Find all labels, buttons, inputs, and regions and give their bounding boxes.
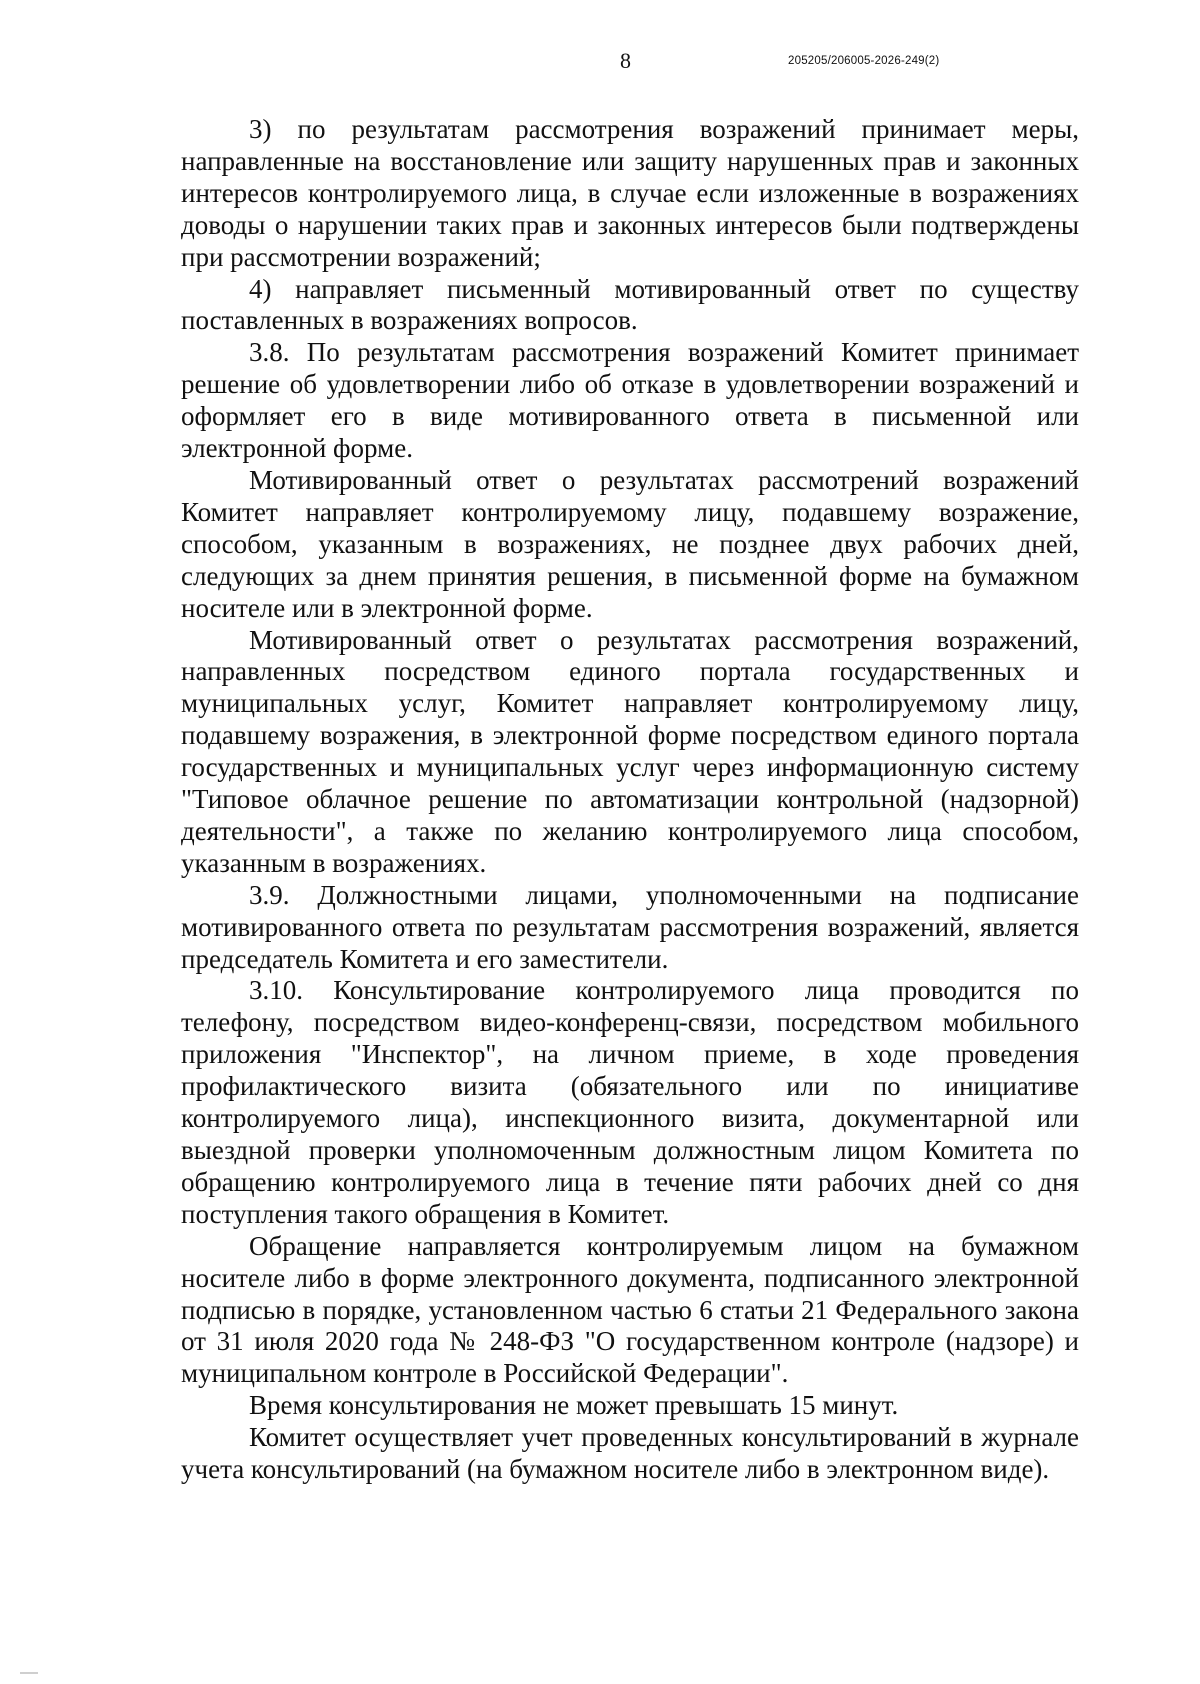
paragraph-motivated-answer: Мотивированный ответ о результатах рассмотрений возражений Комитет направляет контролируемому лицу, подавшему возражение, способом, указанным в возражениях, не позднее двух рабочих дней, следующих за днем принятия решения, в письменной форме на бумажном носителе или в электронной форме. (181, 464, 1079, 623)
paragraph-item-3: 3) по результатам рассмотрения возражений принимает меры, направленные на восстановление или защиту нарушенных прав и законных интересов контролируемого лица, в случае если изложенные в возражениях доводы о нарушении таких прав и законных интересов были подтверждены при рассмотрении возражений; (181, 114, 1079, 272)
paragraph-motivated-answer-portal: Мотивированный ответ о результатах рассмотрения возражений, направленных посредством единого портала государственных и муниципальных услуг, Комитет направляет контролируемому лицу, подавшему возражения, в электронной форме посредством единого портала государственных и муниципальных услуг через информационную систему "Типовое облачное решение по автоматизации контрольной (надзорной) деятельности", а также по желанию контролируемого лица способом, указанным в возражениях. (181, 624, 1079, 878)
document-body (181, 114, 1079, 1486)
paragraph-3-8: 3.8. По результатам рассмотрения возражений Комитет принимает решение об удовлетворении либо об отказе в удовлетворении возражений и оформляет его в виде мотивированного ответа в письменной или электронной форме. (181, 337, 1079, 464)
paragraph-3-9: 3.9. Должностными лицами, уполномоченными на подписание мотивированного ответа по результатам рассмотрения возражений, является председатель Комитета и его заместители. (181, 879, 1079, 974)
paragraph-item-4: 4) направляет письменный мотивированный ответ по существу поставленных в возражениях вопросов. (181, 273, 1079, 336)
paragraph-consultation-time: Время консультирования не может превышать 15 минут. (249, 1390, 899, 1421)
paragraph-appeal: Обращение направляется контролируемым лицом на бумажном носителе либо в форме электронного документа, подписанного электронной подписью в порядке, установленном частью 6 статьи 21 Федерального закона от 31 июля 2020 года № 248-ФЗ "О государственном контроле (надзоре) и муниципальном контроле в Российской Федерации". (181, 1230, 1079, 1389)
scan-artifact (20, 1672, 38, 1674)
document-code: 205205/206005-2026-249(2) (788, 55, 940, 67)
page-number: 8 (620, 48, 631, 73)
paragraph-consultation-log: Комитет осуществляет учет проведенных консультирований в журнале учета консультирований (на бумажном носителе либо в электронном виде). (181, 1422, 1079, 1485)
paragraph-3-10: 3.10. Консультирование контролируемого лица проводится по телефону, посредством видео-конференц-связи, посредством мобильного приложения "Инспектор", на личном приеме, в ходе проведения профилактического визита (обязательного или по инициативе контролируемого лица), инспекционного визита, документарной или выездной проверки уполномоченным должностным лицом Комитета по обращению контролируемого лица в течение пяти рабочих дней со дня поступления такого обращения в Комитет. (181, 975, 1079, 1229)
